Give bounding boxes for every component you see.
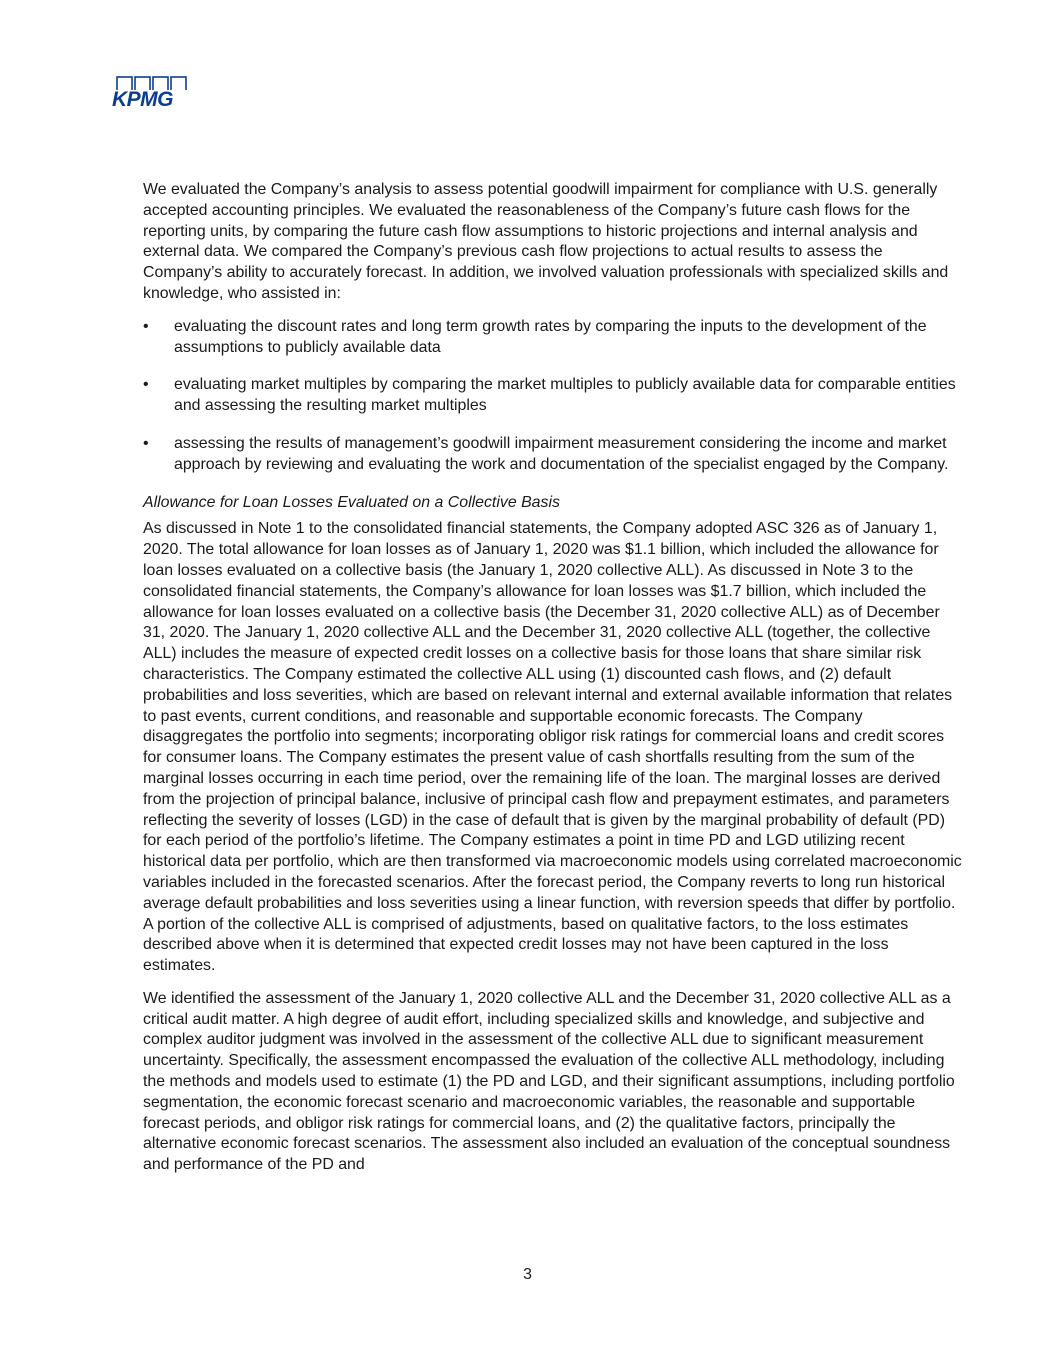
list-item [143,434,965,476]
list-item-text: evaluating the discount rates and long term growth rates by comparing the inputs to the development of the assumptions to publicly available data [174,317,927,356]
section-heading: Allowance for Loan Losses Evaluated on a Collective Basis [143,493,560,511]
logo-wordmark: KPMG [112,88,173,111]
body-paragraph: As discussed in Note 1 to the consolidated financial statements, the Company adopted ASC 326 as of January 1, 2020. The total allowance for loan losses as of January 1, 2020 was $1.1 billion, which included the allowance for loan losses evaluated on a collective basis (the January 1, 2020 collective ALL). As discussed in Note 3 to the consolidated financial statements, the Company’s allowance for loan losses was $1.7 billion, which included the allowance for loan losses evaluated on a collective basis (the December 31, 2020 collective ALL) as of December 31, 2020. The January 1, 2020 collective ALL and the December 31, 2020 collective ALL (together, the collective ALL) includes the measure of expected credit losses on a collective basis for those loans that share similar risk characteristics. The Company estimated the collective ALL using (1) discounted cash flows, and (2) default probabilities and loss severities, which are based on relevant internal and external available information that relates to past events, current conditions, and reasonable and supportable economic forecasts. The Company disaggregates the portfolio into segments; incorporating obligor risk ratings for commercial loans and credit scores for consumer loans. The Company estimates the present value of cash shortfalls resulting from the sum of the marginal losses occurring in each time period, over the remaining life of the loan. The marginal losses are derived from the projection of principal balance, inclusive of principal cash flow and prepayment estimates, and parameters reflecting the severity of losses (LGD) in the case of default that is given by the marginal probability of default (PD) for each period of the portfolio’s lifetime. The Company estimates a point in time PD and LGD utilizing recent historical data per portfolio, which are then transformed via macroeconomic models using correlated macroeconomic variables included in the forecasted scenarios. After the forecast period, the Company reverts to long run historical average default probabilities and loss severities using a linear function, with reversion speeds that differ by portfolio. A portion of the collective ALL is comprised of adjustments, based on qualitative factors, to the loss estimates described above when it is determined that expected credit losses may not have been captured in the loss estimates. [143,520,962,975]
page-number: 3 [523,1266,532,1283]
bullet-icon: • [143,376,149,394]
body-paragraph: We identified the assessment of the January 1, 2020 collective ALL and the December 31, 2020 collective ALL as a critical audit matter. A high degree of audit effort, including specialized skills and knowledge, and subjective and complex auditor judgment was involved in the assessment of the collective ALL due to significant measurement uncertainty. Specifically, the assessment encompassed the evaluation of the collective ALL methodology, including the methods and models used to estimate (1) the PD and LGD, and their significant assumptions, including portfolio segmentation, the economic forecast scenario and macroeconomic variables, the reasonable and supportable forecast periods, and obligor risk ratings for commercial loans, and (2) the qualitative factors, principally the alternative economic forecast scenarios. The assessment also included an evaluation of the conceptual soundness and performance of the PD and [143,989,955,1174]
document-body [143,180,965,1188]
bullet-icon: • [143,317,149,335]
bullet-icon: • [143,434,149,452]
kpmg-logo [111,76,193,112]
bullet-list [143,317,965,476]
intro-paragraph: We evaluated the Company’s analysis to assess potential goodwill impairment for compliance with U.S. generally accepted accounting principles. We evaluated the reasonableness of the Company’s future cash flows for the reporting units, by comparing the future cash flow assumptions to historic projections and internal analysis and external data. We compared the Company’s previous cash flow projections to actual results to assess the Company’s ability to accurately forecast. In addition, we involved valuation professionals with specialized skills and knowledge, who assisted in: [143,181,949,302]
list-item [143,317,965,359]
list-item-text: evaluating market multiples by comparing the market multiples to publicly available data for comparable entities and assessing the resulting market multiples [174,376,956,415]
list-item-text: assessing the results of management’s goodwill impairment measurement considering the income and market approach by reviewing and evaluating the work and documentation of the specialist engaged by the Company. [174,434,949,473]
list-item [143,375,965,417]
